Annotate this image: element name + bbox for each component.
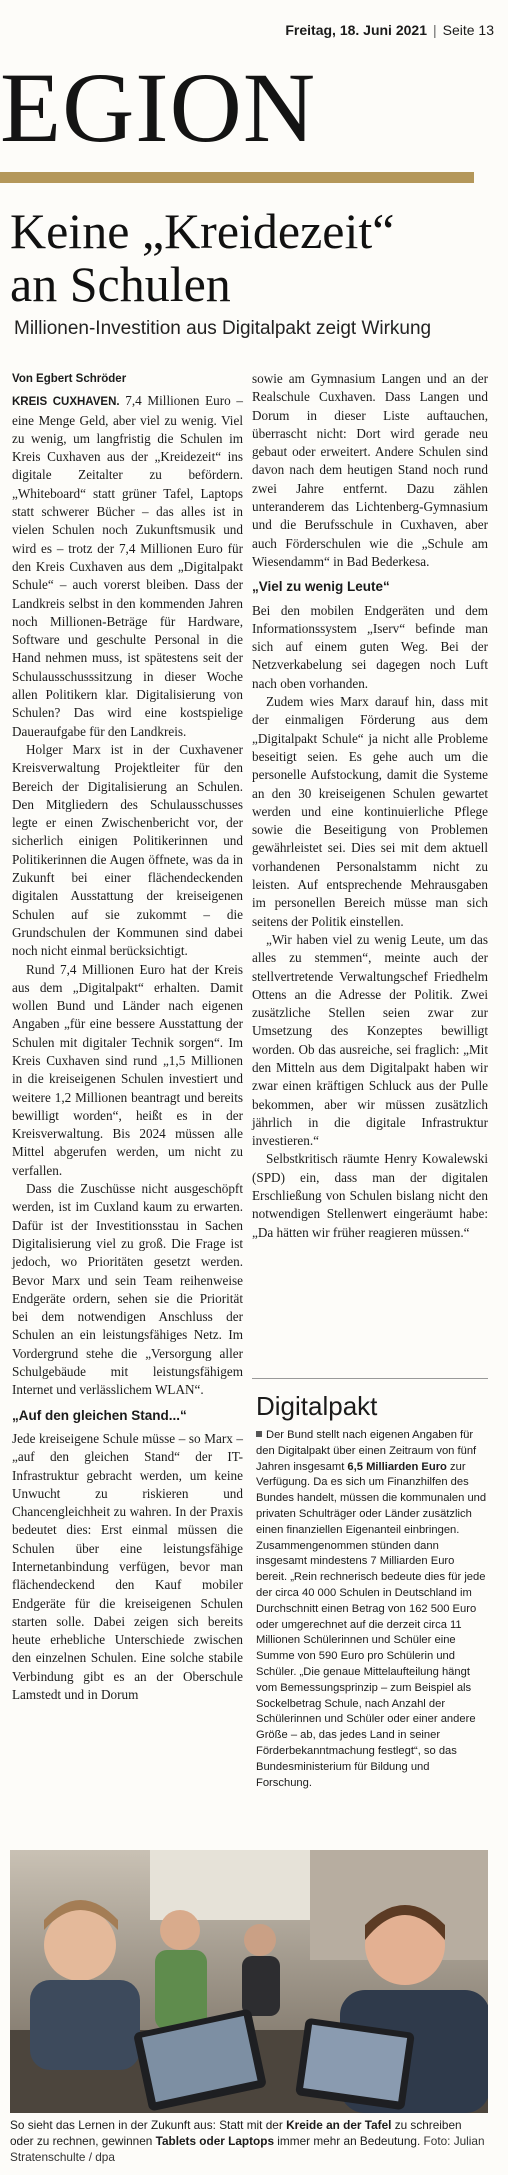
classroom-photo-illustration (10, 1850, 488, 2113)
paragraph-text: 7,4 Millionen Euro – eine Menge Geld, aber viel zu wenig. Viel zu wenig, um langfristig die Schulen im Kreis Cuxhaven aus der „Kreidezeit“ ins digitale Zeitalter zu befördern. „Whiteboard“ statt grüner Tafel, Laptops statt schwerer Bücher – das alles ist in vielen Schulen noch Zukunftsmusik und wird es – trotz der 7,4 Millionen Euro für den Kreis Cuxhaven aus dem „Digitalpakt Schule“ – auch vorerst bleiben. Dass der Landkreis selbst in den kommenden Jahren noch Millionen-Beträge für Hardware, Software und geschulte Personal in die Hand nehmen muss, ist spätestens seit der Schulausschusssitzung in dieser Woche allen Politikern klar. Digitalisierung von Schulen? Das wird eine kostspielige Daueraufgabe für den Landkreis. (12, 393, 243, 739)
photo-caption (10, 2117, 488, 2165)
caption-text: immer mehr an Bedeutung. (274, 2134, 421, 2148)
paragraph: Dass die Zuschüsse nicht ausgeschöpft werden, ist im Cuxland kaum zu erwarten. Dafür ist der Investitionsstau in Sachen Digitalisierung viel zu groß. Die Frage ist jedoch, wo Prioritäten gesetzt werden. Bevor Marx und sein Team reihenweise Endgeräte ordern, sehen sie die Priorität bei dem notwendigen Anschluss der Schulen an ein leistungsfähiges Netz. Im Vordergrund stehe die „Versorgung aller Schulgebäude mit leistungsfähigem Internet und verlässlichem WLAN“. (12, 1181, 243, 1398)
subheadline: Millionen-Investition aus Digitalpakt zeigt Wirkung (14, 318, 432, 339)
section-heading: EGION (0, 52, 317, 163)
subheading: „Viel zu wenig Leute“ (252, 579, 390, 595)
article-column-right (252, 370, 488, 1242)
photo-credit: Foto: Julian Stratenschulte / dpa (10, 2134, 485, 2164)
headline-line2: an Schulen (10, 256, 231, 312)
paragraph: „Wir haben viel zu wenig Leute, um das alles zu stemmen“, meinte auch der stellvertretende Verwaltungschef Friedhelm Ottens an die Adresse der Politik. Zwei zusätzliche Stellen seien zwar zur Umsetzung des Konzeptes bewilligt worden. Ob das ausreiche, sei fraglich: „Mit den Mitteln aus dem Digitalpakt haben wir zwar einen kräftigen Schluck aus der Pulle bekommen, aber wir müssen zusätzlich jährlich in die digitale Infrastruktur investieren.“ (252, 931, 488, 1149)
headline-line1: Keine „Kreidezeit“ (10, 203, 395, 259)
paragraph: Holger Marx ist in der Cuxhavener Kreisverwaltung Projektleiter für den Bereich der Digitalisierung an Schulen. Den Mitgliedern des Schulausschusses legte er einen Zwischenbericht vor, der sicherlich einigen Politikerinnen und Politikerinnen die Augen öffnete, was da in Zukunft bei einer flächendeckenden digitalen Ausstattung der kreiseigenen Schulen auf sie zukommt – die Grundschulen der Kommunen sind dabei noch nicht einmal berücksichtigt. (12, 741, 243, 959)
caption-text: So sieht das Lernen in der Zukunft aus: Statt mit der (10, 2118, 287, 2132)
subheading: „Auf den gleichen Stand...“ (12, 1407, 187, 1423)
article-photo (10, 1850, 488, 2113)
paragraph: Zudem wies Marx darauf hin, dass mit der einmaligen Förderung aus dem „Digitalpakt Schule“ ja nicht alle Probleme beseitigt seien. Es gehe auch um die personelle Aufstockung, damit die Systeme an den 30 kreiseigenen Schulen gewartet werden und eine kontinuierliche Pflege sowie die Beseitigung von Problemen gewährleistet sei. Dies sei mit dem aktuell vorhandenen Personalstamm nicht zu leisten. Auf entsprechende Mehrausgaben im personellen Bereich müsse man sich seitens der Politik einstellen. (252, 694, 488, 929)
paragraph: Selbstkritisch räumte Henry Kowalewski (SPD) ein, dass man der digitalen Erschließung von Schulen bislang nicht den notwendigen Stellenwert eingeräumt habe: „Da hätten wir früher reagieren müssen.“ (252, 1151, 488, 1240)
issue-date: Freitag, 18. Juni 2021 (285, 22, 427, 38)
page-header (248, 22, 494, 38)
caption-text: zu schreiben oder zu rechnen, gewinnen (10, 2118, 462, 2148)
info-box-title: Digitalpakt (256, 1391, 378, 1421)
info-text-a: Der Bund stellt nach eigenen Angaben für den Digitalpakt über einen Zeitraum von fünf Jahren insgesamt (256, 1429, 477, 1473)
info-highlight: 6,5 Milliarden Euro (347, 1460, 447, 1473)
paragraph: sowie am Gymnasium Langen und an der Realschule Cuxhaven. Dass Langen und Dorum in dieser Liste auftauchen, überrascht nicht: Dort wird gerade neu gebaut oder erweitert. Andere Schulen sind davon nach dem heutigen Stand noch rund zwei Jahre entfernt. Dazu zählen unteranderem das Lichtenberg-Gymnasium und die Berufsschule in Cuxhaven, aber auch Förderschulen wie die „Schule am Wiesendamm“ in Bad Bederkesa. (252, 371, 488, 569)
header-separator: | (432, 22, 437, 38)
byline: Von Egbert Schröder (12, 373, 127, 385)
info-box (252, 1378, 488, 1791)
headline (10, 205, 394, 311)
paragraph: Rund 7,4 Millionen Euro hat der Kreis aus dem „Digitalpakt“ erhalten. Damit wollen Bund und Länder nach eigenen Angaben „für eine bessere Ausstattung der Schulen mit digitaler Technik sorgen“. Im Kreis Cuxhaven sind rund „1,5 Millionen in die kreiseigenen Schulen investiert und weitere 1,2 Millionen beantragt und bereits bewilligt worden“, heißt es in der Kreisverwaltung. Bis 2024 müssen alle Mittel abgerufen werden, um nicht zu verfallen. (12, 961, 243, 1178)
caption-bold: Kreide an der Tafel (286, 2118, 392, 2132)
paragraph (12, 392, 243, 741)
bullet-square-icon (256, 1431, 262, 1437)
paragraph: Jede kreiseigene Schule müsse – so Marx – „auf den gleichen Stand“ der IT-Infrastruktur gebracht werden, um keine Unwucht zu riskieren und Chancengleichheit zu wahren. In der Praxis bedeutet dies: Erst einmal müssen die Schulen über eine leistungsfähige Internetanbindung verfügen, bevor man flächendeckend den Kauf mobiler Endgeräte für die kreiseigenen Schulen starten solle. Dabei zeigen sich bereits heute erhebliche Unterschiede zwischen den einzelnen Schulen. Eine solche stabile Verbindung gibt es an der Oberschule Lamstedt und in Dorum (12, 1430, 243, 1703)
article-column-left (12, 370, 243, 1704)
dateline: KREIS CUXHAVEN. (12, 396, 120, 409)
info-text-b: zur Verfügung. Da es sich um Finanzhilfen des Bundes handelt, müssen die kommunalen und privaten Schulträger oder Länder zusätzlich einen finanziellen Eigenanteil einbringen. Zusammengenommen stünden dann insgesamt mindestens 7 Milliarden Euro bereit. „Rein rechnerisch bedeute dies für jede der circa 40 000 Schulen in Deutschland im Durchschnitt einen Betrag von 162 500 Euro oder umgerechnet auf die derzeit circa 11 Millionen Schülerinnen und Schüler eine Summe von 590 Euro pro Schülerin und Schüler. „Die genaue Mittelaufteilung hängt vom Bemessungsprinzip – zum Beispiel als Sockelbetrag Schule, nach Anzahl der Schülerinnen und Schüler oder einer andere Größe – ab, das jedes Land in seiner Förderbekanntmachung festlegt“, so das Bundesministerium für Bildung und Forschung. (256, 1460, 487, 1789)
section-rule (0, 172, 474, 183)
info-box-text (256, 1428, 488, 1791)
caption-bold: Tablets oder Laptops (155, 2134, 275, 2148)
paragraph: Bei den mobilen Endgeräten und dem Informationssystem „Iserv“ befinde man sich auf einem guten Weg. Bei der Netzverkabelung sei dagegen noch Luft nach oben vorhanden. (252, 602, 488, 691)
page-number: Seite 13 (442, 22, 494, 38)
